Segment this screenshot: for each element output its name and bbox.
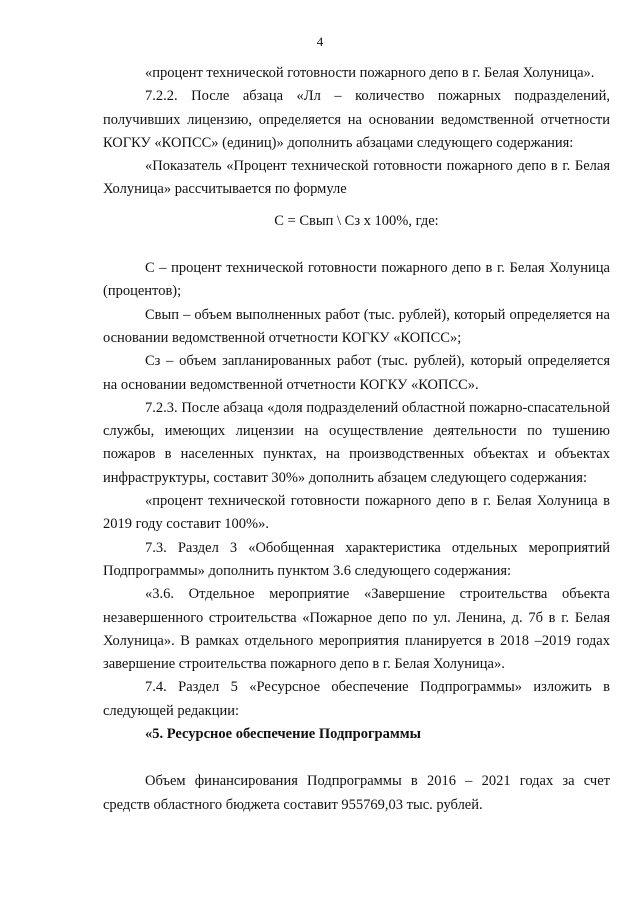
paragraph-cz-definition: Сз – объем запланированных работ (тыс. рублей), который определяется на основании ведомственной отчетности КОГКУ «КОПСС». <box>103 353 610 393</box>
paragraph-cvyp-definition: Свып – объем выполненных работ (тыс. рублей), который определяется на основании ведомственной отчетности КОГКУ «КОПСС»; <box>103 306 610 346</box>
paragraph-1: «процент технической готовности пожарного депо в г. Белая Холуница». <box>145 65 595 81</box>
spacer <box>103 233 610 257</box>
formula: С = Свып \ Сз х 100%, где: <box>274 212 439 229</box>
paragraph-7-3: 7.3. Раздел 3 «Обобщенная характеристика отдельных мероприятий Подпрограммы» дополнить пунктом 3.6 следующего содержания: <box>103 539 610 579</box>
spacer <box>103 746 610 770</box>
paragraph-3-6: «3.6. Отдельное мероприятие «Завершение строительства объекта незавершенного строительства «Пожарное депо по ул. Ленина, д. 7б в г. Белая Холуница». В рамках отдельного мероприятия планируется в 2018 –2019 годах завершение строительства пожарного депо в г. Белая Холуница». <box>103 586 610 673</box>
paragraph-7-4: 7.4. Раздел 5 «Ресурсное обеспечение Подпрограммы» изложить в следующей редакции: <box>103 679 610 719</box>
paragraph-7-2-3: 7.2.3. После абзаца «доля подразделений областной пожарно-спасательной службы, имеющих лицензии на осуществление деятельности по тушению пожаров в населенных пунктах, на производственных объектах и объектах инфраструктуры, составит 30%» дополнить абзацем следующего содержания: <box>103 399 610 486</box>
document-body <box>103 62 610 817</box>
paragraph-2019-target: «процент технической готовности пожарного депо в г. Белая Холуница в 2019 году составит 100%». <box>103 493 610 533</box>
section-title: «5. Ресурсное обеспечение Подпрограммы <box>145 726 421 743</box>
paragraph-indicator-formula-intro: «Показатель «Процент технической готовности пожарного депо в г. Белая Холуница» рассчитывается по формуле <box>103 158 610 198</box>
paragraph-c-definition: С – процент технической готовности пожарного депо в г. Белая Холуница (процентов); <box>103 260 610 300</box>
paragraph-funding: Объем финансирования Подпрограммы в 2016 – 2021 годах за счет средств областного бюджета составит 955769,03 тыс. рублей. <box>103 773 610 813</box>
page-number: 4 <box>316 34 324 49</box>
paragraph-7-2-2: 7.2.2. После абзаца «Лл – количество пожарных подразделений, получивших лицензию, определяется на основании ведомственной отчетности КОГКУ «КОПСС» (единиц)» дополнить абзацами следующего содержания: <box>103 88 610 151</box>
